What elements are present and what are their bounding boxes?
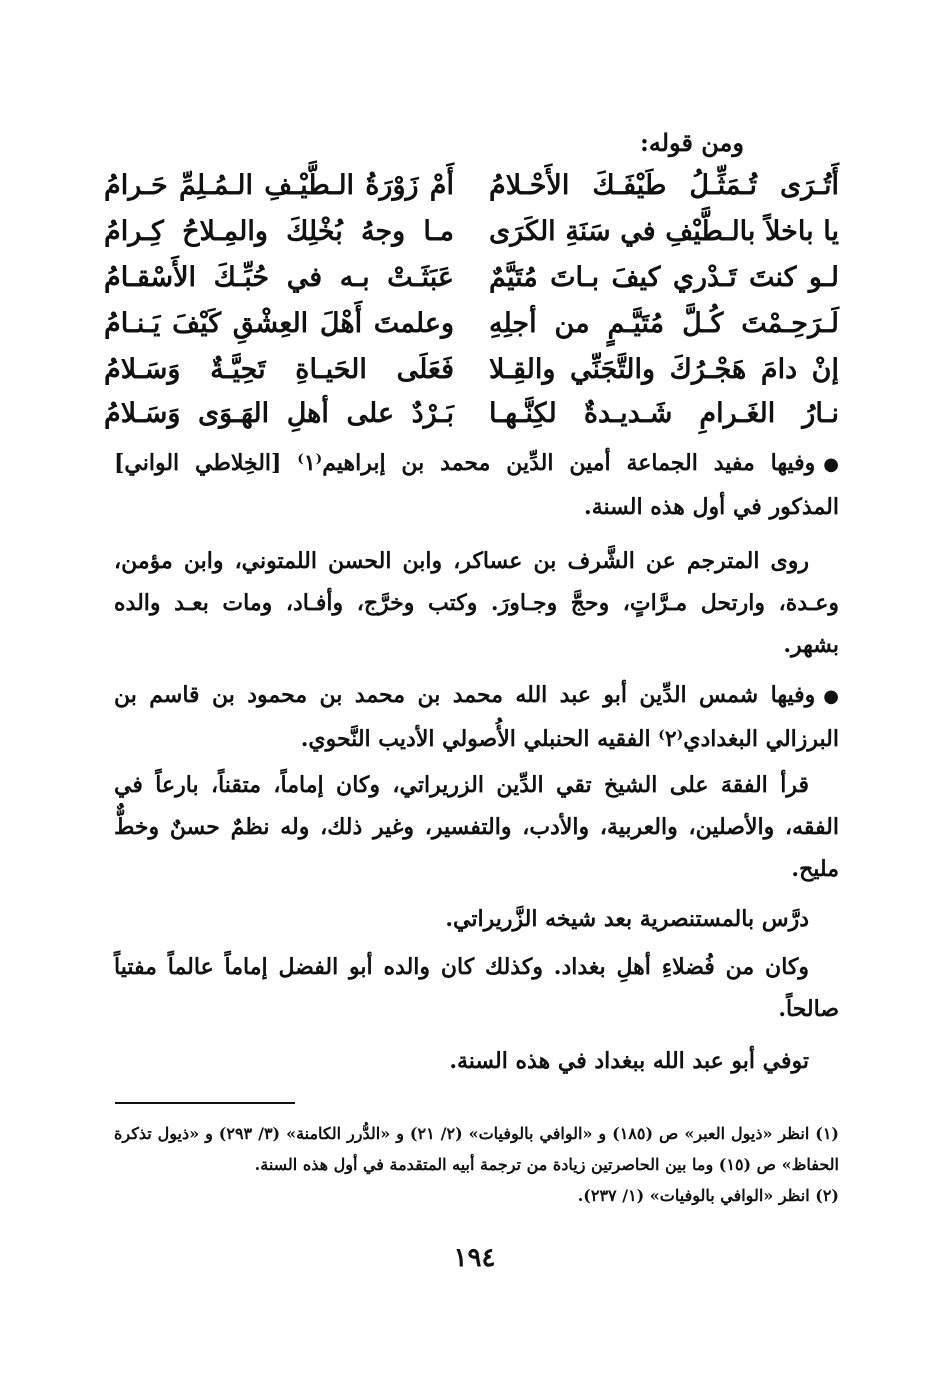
verse-second-hemistich: فَعَلَى الحَيـاةِ تَحِيَّـةٌ وَسَـلامُ xyxy=(104,354,454,385)
verse-first-hemistich: لَـرَحِـمْتَ كُـلَّ مُتَيَّـمٍ من أجلِهِ xyxy=(489,308,839,339)
footnote-1: (١) انظر «ذيول العبر» ص (١٨٥) و «الوافي بالوفيات» (٢/ ٢١) و «الدُّرر الكامنة» (٣/ ٢٩٣) و «ذيول تذكرة الحفاظ» ص (١٥) وما بين الحاصرتين زيادة من ترجمة أبيه المتقدمة في أول هذه السنة. xyxy=(114,1124,839,1174)
poem-intro: ومن قوله: xyxy=(640,128,744,157)
page-number: ١٩٤ xyxy=(453,1243,496,1273)
footnote-2: (٢) انظر «الوافي بالوفيات» (١/ ٢٣٧). xyxy=(577,1186,839,1205)
family-paragraph: وكان من فُضلاءِ أهلِ بغداد. وكذلك كان والده أبو الفضل إماماً عالماً مفتياً صالحاً. xyxy=(114,954,839,1022)
verse-first-hemistich: يا باخلاً بالـطَّيْفِ في سَنَةِ الكَرَى xyxy=(489,216,839,247)
paragraph-text: وفيها مفيد الجماعة أمين الدِّين محمد بن إبراهيم⁽١⁾ [الخِلاطي الواني] المذكور في أول هذه السنة. xyxy=(114,450,839,520)
verse-line xyxy=(104,308,839,354)
verse-second-hemistich: مـا وجهُ بُخْلِكَ والمِـلاحُ كِـرامُ xyxy=(104,216,454,247)
bullet-icon: ● xyxy=(823,686,839,707)
verse-second-hemistich: بَـرْدٌ على أهلِ الهَـوَى وَسَـلامُ xyxy=(104,398,454,429)
verse-line xyxy=(104,216,839,262)
entry-paragraph-shams-al-din xyxy=(114,674,839,760)
footnotes xyxy=(114,1118,839,1211)
teaching-paragraph: درَّس بالمستنصرية بعد شيخه الزَّريراتي. xyxy=(445,906,809,932)
entry-paragraph-amin-al-din xyxy=(114,442,839,528)
verse-first-hemistich: أَتُـرَى تُـمَثِّـلُ طَيْفَـكَ الأَحْـلامُ xyxy=(489,170,839,201)
verse-line xyxy=(104,170,839,216)
verse-line xyxy=(104,262,839,308)
verse-line xyxy=(104,354,839,400)
paragraph-text: وفيها شمس الدِّين أبو عبد الله محمد بن محمد بن محمود بن قاسم بن البرزالي البغدادي⁽٢⁾ الفقيه الحنبلي الأُصولي الأديب النَّحوي. xyxy=(114,682,839,752)
bullet-icon: ● xyxy=(823,454,839,475)
biography-paragraph: قرأ الفقهَ على الشيخ تقي الدِّين الزريراتي، وكان إماماً، متقناً، بارعاً في الفقه، والأصلين، والعربية، والأدب، والتفسير، وغير ذلك، وله نظمٌ حسنٌ وخطٌّ مليح. xyxy=(114,772,839,882)
verse-second-hemistich: وعلمتَ أَهْلَ العِشْقِ كَيْفَ يَـنـامُ xyxy=(104,308,454,339)
verse-first-hemistich: نـارُ الغَـرامِ شَـديـدةٌ لكِنَّـهـا xyxy=(489,398,839,429)
death-paragraph: توفي أبو عبد الله ببغداد في هذه السنة. xyxy=(449,1048,809,1074)
verse-second-hemistich: أَمْ زَوْرَةُ الـطَّيْـفِ الـمُـلِمِّ حَـرامُ xyxy=(104,170,454,201)
footnote-divider xyxy=(115,1102,295,1104)
verse-line xyxy=(104,398,839,444)
verse-first-hemistich: لـو كنتَ تَـدْري كيفَ بـاتَ مُتَيَّمٌ xyxy=(489,262,839,293)
verse-second-hemistich: عَبَثَـتْ بـه في حُبِّـكَ الأَسْقـامُ xyxy=(104,262,454,293)
narration-paragraph: روى المترجم عن الشَّرف بن عساكر، وابن الحسن اللمتوني، وابن مؤمن، وعـدة، وارتحل مـرَّاتٍ، وحجَّ وجـاورَ. وكتب وخرَّج، وأفـاد، ومات بعـد والده بشهر. xyxy=(114,548,839,658)
verse-first-hemistich: إنْ دامَ هَجْـرُكَ والتَّجَنِّي والقِـلا xyxy=(489,354,839,385)
